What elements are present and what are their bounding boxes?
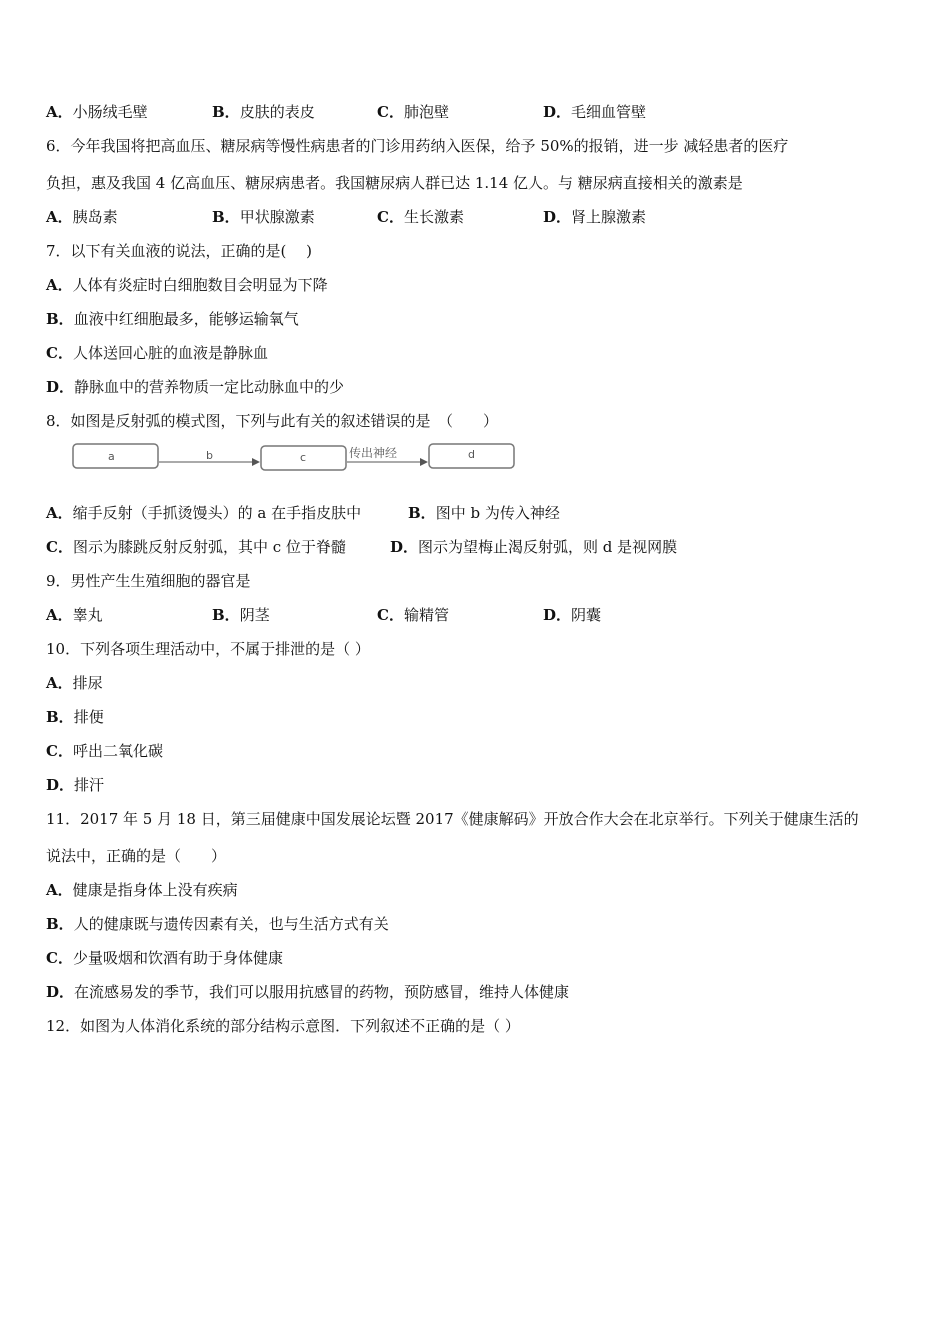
diagram-label-b: b — [206, 449, 213, 462]
q6-option-d[interactable]: D．肾上腺激素 — [543, 208, 647, 226]
q10-option-b[interactable]: B．排便 — [46, 708, 104, 726]
q6-option-c[interactable]: C．生长激素 — [377, 208, 464, 226]
q5-option-b[interactable]: B．皮肤的表皮 — [212, 103, 315, 121]
diagram-box-a — [73, 444, 158, 468]
q11-option-d[interactable]: D．在流感易发的季节，我们可以服用抗感冒的药物，预防感冒，维持人体健康 — [46, 983, 570, 1001]
q11-option-b[interactable]: B．人的健康既与遗传因素有关，也与生活方式有关 — [46, 915, 389, 933]
diagram-label-a: a — [108, 450, 115, 463]
q9-option-b[interactable]: B．阴茎 — [212, 606, 270, 624]
q8-option-b[interactable]: B．图中 b 为传入神经 — [408, 504, 560, 522]
q9-option-d[interactable]: D．阴囊 — [543, 606, 602, 624]
q7-option-b[interactable]: B．血液中红细胞最多，能够运输氧气 — [46, 310, 299, 328]
q5-option-c[interactable]: C．肺泡壁 — [377, 103, 449, 121]
q8-stem: 8．如图是反射弧的模式图，下列与此有关的叙述错误的是 （ ） — [46, 412, 499, 430]
q9-option-a[interactable]: A．睾丸 — [46, 606, 103, 624]
q5-option-d[interactable]: D．毛细血管壁 — [543, 103, 647, 121]
diagram-label-efferent: 传出神经 — [349, 446, 398, 460]
q7-option-c[interactable]: C．人体送回心脏的血液是静脉血 — [46, 344, 268, 362]
diagram-label-d: d — [468, 448, 475, 461]
q6-stem-line1: 6．今年我国将把高血压、糖尿病等慢性病患者的门诊用药纳入医保，给予 50%的报销，进一步 减轻患者的医疗 — [46, 137, 789, 155]
q5-option-a[interactable]: A．小肠绒毛壁 — [46, 103, 148, 121]
q9-option-c[interactable]: C．输精管 — [377, 606, 449, 624]
q7-option-d[interactable]: D．静脉血中的营养物质一定比动脉血中的少 — [46, 378, 345, 396]
q10-option-c[interactable]: C．呼出二氧化碳 — [46, 742, 163, 760]
q11-option-c[interactable]: C．少量吸烟和饮酒有助于身体健康 — [46, 949, 283, 967]
q6-option-a[interactable]: A．胰岛素 — [46, 208, 118, 226]
q12-stem: 12．如图为人体消化系统的部分结构示意图．下列叙述不正确的是（ ） — [46, 1017, 520, 1035]
q9-stem: 9．男性产生生殖细胞的器官是 — [46, 572, 251, 590]
q6-stem-line2: 负担，惠及我国 4 亿高血压、糖尿病患者。我国糖尿病人群已达 1.14 亿人。与 糖尿病直接相关的激素是 — [46, 174, 743, 192]
diagram-label-c: c — [300, 451, 307, 464]
q11-option-a[interactable]: A．健康是指身体上没有疾病 — [46, 881, 238, 899]
q10-stem: 10．下列各项生理活动中，不属于排泄的是（ ） — [46, 640, 370, 658]
reflex-arc-diagram — [70, 440, 520, 476]
q11-stem-line1: 11．2017 年 5 月 18 日，第三届健康中国发展论坛暨 2017《健康解码》开放合作大会在北京举行。下列关于健康生活的 — [46, 810, 859, 828]
q8-option-c[interactable]: C．图示为膝跳反射反射弧，其中 c 位于脊髓 — [46, 538, 346, 556]
q7-stem: 7．以下有关血液的说法，正确的是( ) — [46, 242, 313, 260]
q6-option-b[interactable]: B．甲状腺激素 — [212, 208, 315, 226]
q7-option-a[interactable]: A．人体有炎症时白细胞数目会明显为下降 — [46, 276, 328, 294]
q8-option-a[interactable]: A．缩手反射（手抓烫馒头）的 a 在手指皮肤中 — [46, 504, 362, 522]
reflex-arc-svg — [70, 440, 520, 476]
q10-option-d[interactable]: D．排汗 — [46, 776, 105, 794]
q8-option-d[interactable]: D．图示为望梅止渴反射弧，则 d 是视网膜 — [390, 538, 678, 556]
q11-stem-line2: 说法中，正确的是（ ） — [46, 847, 227, 865]
q10-option-a[interactable]: A．排尿 — [46, 674, 103, 692]
